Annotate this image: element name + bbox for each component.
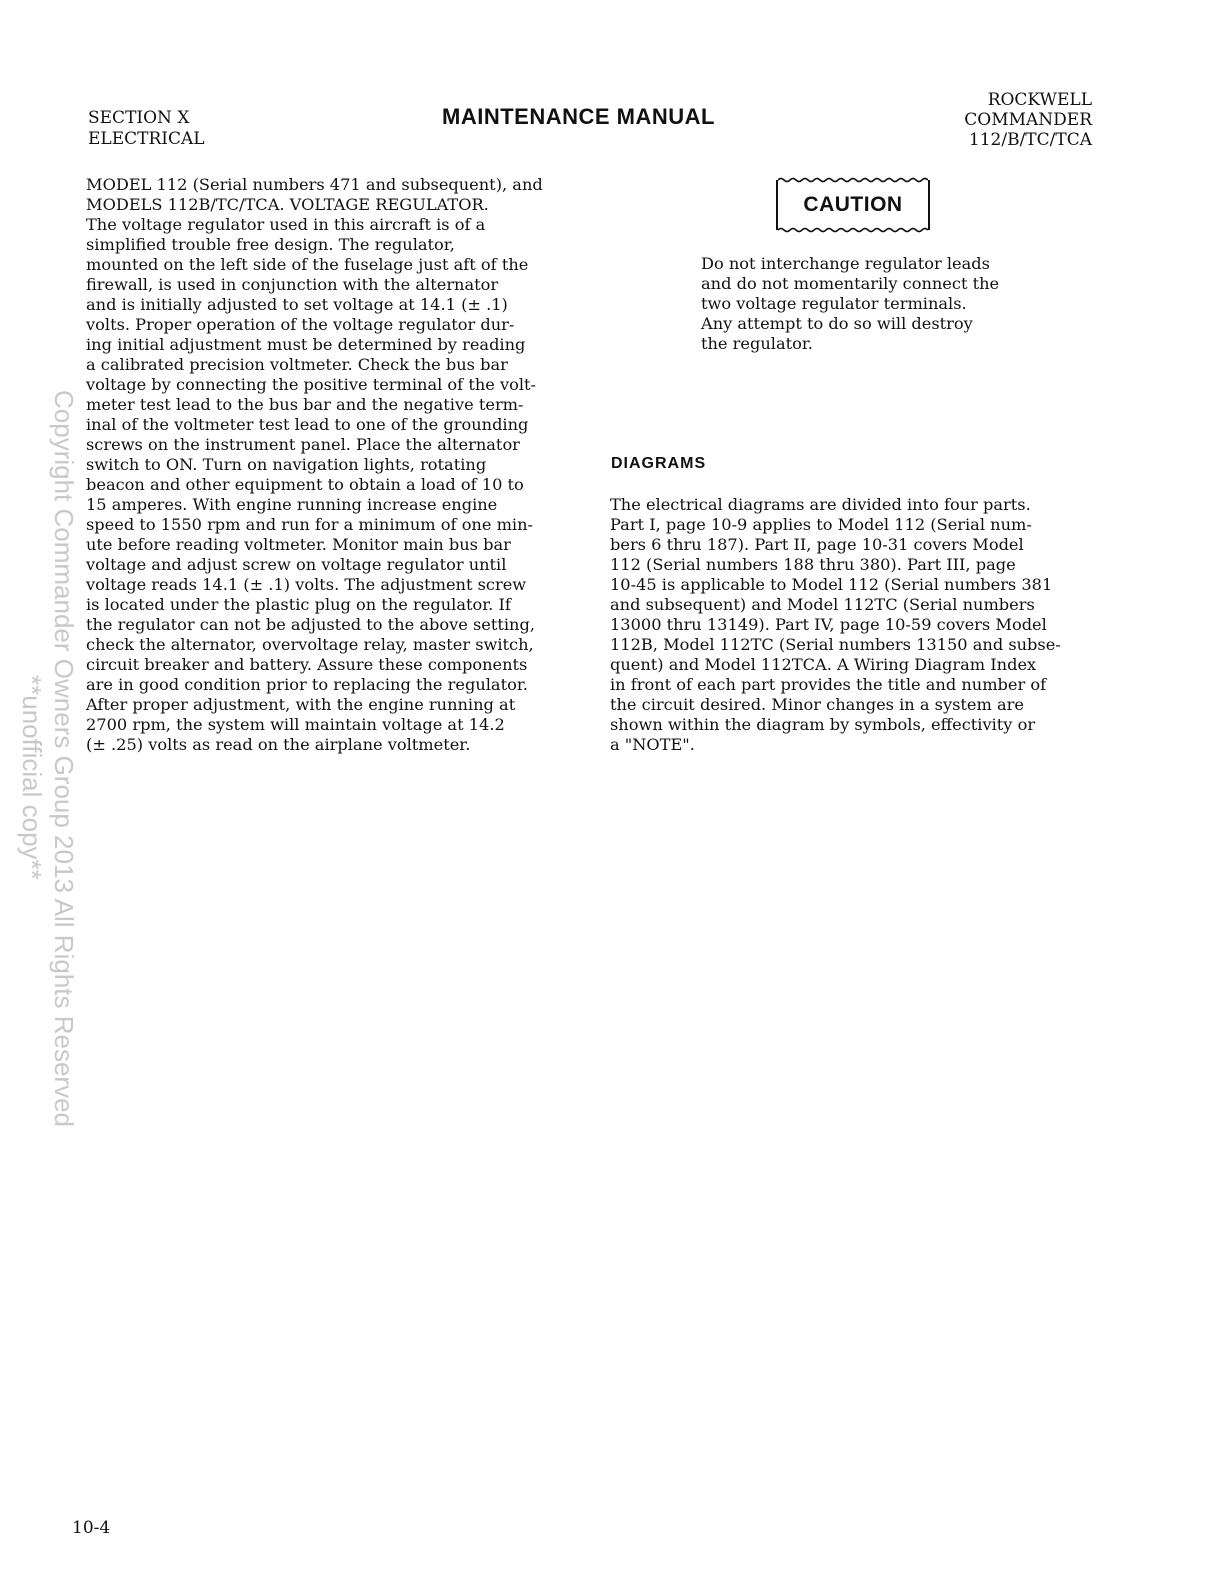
text-line: (± .25) volts as read on the airplane voltmeter. (86, 735, 471, 754)
copyright-watermark (0, 390, 80, 1550)
text-line: The voltage regulator used in this aircraft is of a (86, 215, 486, 234)
text-line: switch to ON. Turn on navigation lights, rotating (86, 455, 487, 474)
text-line: mounted on the left side of the fuselage just aft of the (86, 255, 529, 274)
text-line: bers 6 thru 187). Part II, page 10-31 covers Model (610, 535, 1024, 554)
caution-text (701, 254, 1061, 354)
text-line: inal of the voltmeter test lead to one of the grounding (86, 415, 529, 434)
text-line: 112B, Model 112TC (Serial numbers 13150 and subse- (610, 635, 1061, 654)
text-line: screws on the instrument panel. Place the alternator (86, 435, 520, 454)
text-line: voltage and adjust screw on voltage regulator until (86, 555, 507, 574)
section-header (88, 108, 205, 150)
subsection-label: ELECTRICAL (88, 129, 205, 149)
text-line: After proper adjustment, with the engine running at (86, 695, 516, 714)
caution-line: two voltage regulator terminals. (701, 294, 967, 313)
text-line: simplified trouble free design. The regulator, (86, 235, 455, 254)
text-line: volts. Proper operation of the voltage regulator dur- (86, 315, 515, 334)
text-line: voltage reads 14.1 (± .1) volts. The adjustment screw (86, 575, 527, 594)
section-label: SECTION X (88, 108, 190, 128)
voltage-regulator-section (86, 175, 606, 755)
text-line: check the alternator, overvoltage relay, master switch, (86, 635, 534, 654)
text-line: firewall, is used in conjunction with the alternator (86, 275, 499, 294)
text-line: beacon and other equipment to obtain a load of 10 to (86, 475, 524, 494)
text-line: circuit breaker and battery. Assure these components (86, 655, 528, 674)
caution-border-top (778, 177, 928, 183)
diagrams-section (610, 495, 1110, 755)
diagrams-heading: DIAGRAMS (611, 455, 707, 472)
text-line: and subsequent) and Model 112TC (Serial numbers (610, 595, 1035, 614)
text-line: ing initial adjustment must be determined by reading (86, 335, 526, 354)
text-line: in front of each part provides the title and number of (610, 675, 1047, 694)
text-line: MODELS 112B/TC/TCA. VOLTAGE REGULATOR. (86, 195, 489, 214)
text-line: the circuit desired. Minor changes in a system are (610, 695, 1024, 714)
models-label: 112/B/TC/TCA (968, 130, 1092, 150)
text-line: is located under the plastic plug on the regulator. If (86, 595, 511, 614)
text-line: meter test lead to the bus bar and the negative term- (86, 395, 524, 414)
text-line: Part I, page 10-9 applies to Model 112 (Serial num- (610, 515, 1032, 534)
manual-title: MAINTENANCE MANUAL (442, 104, 715, 129)
page-number: 10-4 (72, 1518, 111, 1538)
text-line: MODEL 112 (Serial numbers 471 and subsequent), and (86, 175, 543, 194)
text-line: are in good condition prior to replacing the regulator. (86, 675, 528, 694)
caution-line: the regulator. (701, 334, 813, 353)
text-line: speed to 1550 rpm and run for a minimum of one min- (86, 515, 534, 534)
caution-label: CAUTION (803, 193, 903, 216)
aircraft-header (892, 90, 1092, 150)
text-line: a calibrated precision voltmeter. Check the bus bar (86, 355, 508, 374)
text-line: and is initially adjusted to set voltage at 14.1 (± .1) (86, 295, 508, 314)
watermark-copyright-line: Copyright Commander Owners Group 2013 All Rights Reserved (49, 390, 79, 1128)
text-line: ute before reading voltmeter. Monitor main bus bar (86, 535, 511, 554)
model-name-label: COMMANDER (964, 110, 1092, 130)
text-line: 13000 thru 13149). Part IV, page 10-59 covers Model (610, 615, 1047, 634)
text-line: voltage by connecting the positive terminal of the volt- (86, 375, 537, 394)
watermark-unofficial-line: **unofficial copy** (17, 675, 47, 880)
caution-line: Do not interchange regulator leads (701, 254, 990, 273)
text-line: 15 amperes. With engine running increase engine (86, 495, 498, 514)
caution-box (776, 180, 930, 230)
text-line: 112 (Serial numbers 188 thru 380). Part III, page (610, 555, 1016, 574)
text-line: a "NOTE". (610, 735, 695, 754)
text-line: quent) and Model 112TCA. A Wiring Diagram Index (610, 655, 1037, 674)
text-line: 2700 rpm, the system will maintain voltage at 14.2 (86, 715, 505, 734)
text-line: 10-45 is applicable to Model 112 (Serial numbers 381 (610, 575, 1053, 594)
caution-line: and do not momentarily connect the (701, 274, 1000, 293)
manufacturer-label: ROCKWELL (987, 90, 1092, 110)
text-line: shown within the diagram by symbols, effectivity or (610, 715, 1036, 734)
text-line: the regulator can not be adjusted to the above setting, (86, 615, 535, 634)
caution-border-bottom (778, 227, 928, 233)
text-line: The electrical diagrams are divided into four parts. (610, 495, 1031, 514)
caution-line: Any attempt to do so will destroy (701, 314, 973, 333)
